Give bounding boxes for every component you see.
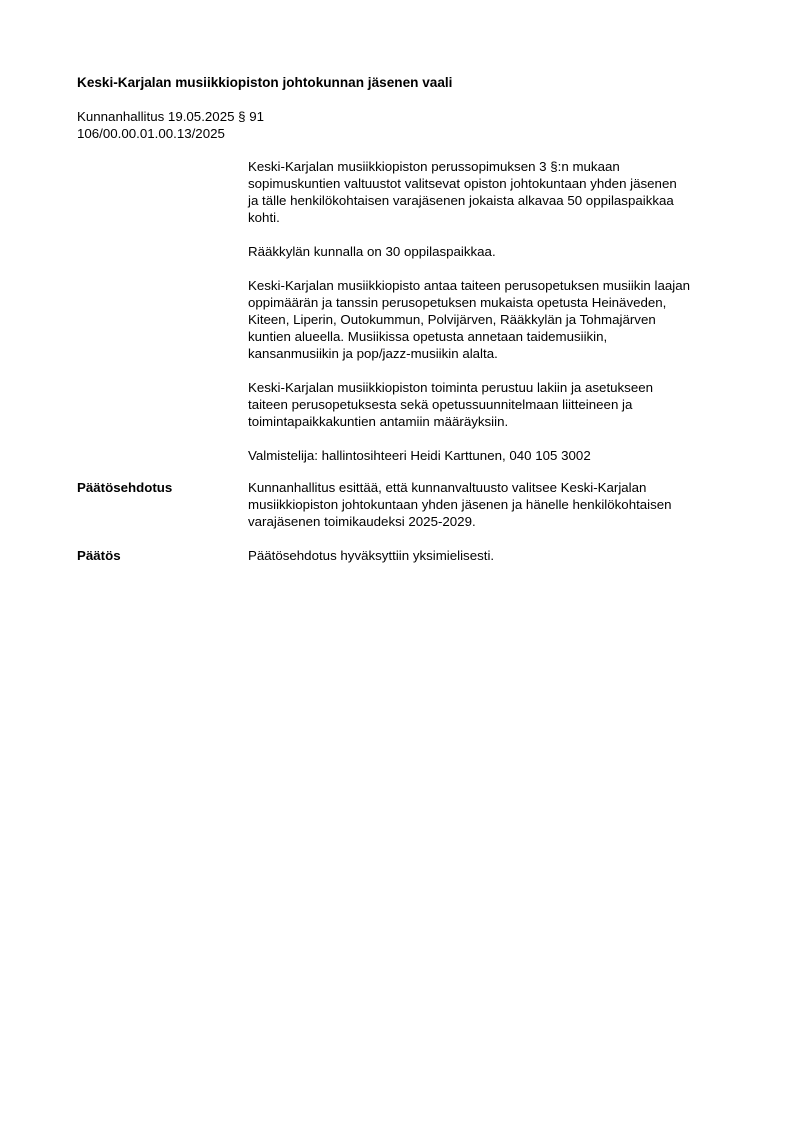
text-line: toimintapaikkakuntien antamiin määräyksiin. — [248, 414, 509, 429]
meeting-date-line: Kunnanhallitus 19.05.2025 § 91 — [77, 109, 265, 124]
document-title: Keski-Karjalan musiikkiopiston johtokunnan jäsenen vaali — [77, 75, 453, 90]
body-text — [248, 158, 748, 481]
text-line: varajäsenen toimikaudeksi 2025-2029. — [248, 514, 476, 529]
text-line: Keski-Karjalan musiikkiopiston toiminta perustuu lakiin ja asetukseen — [248, 380, 654, 395]
text-line: Kiteen, Liperin, Outokummun, Polvijärven, Rääkkylän ja Tohmajärven — [248, 312, 656, 327]
paragraph-agreement — [248, 158, 748, 226]
text-line: Keski-Karjalan musiikkiopiston perussopimuksen 3 §:n mukaan — [248, 159, 620, 174]
text-line: taiteen perusopetuksesta sekä opetussuunnitelmaan liitteineen ja — [248, 397, 633, 412]
text-line: kuntien alueella. Musiikissa opetusta annetaan taidemusiikin, — [248, 329, 608, 344]
paragraph-legal-basis — [248, 379, 748, 430]
proposal-text — [248, 479, 748, 530]
decision-text — [248, 547, 748, 564]
text-line: Rääkkylän kunnalla on 30 oppilaspaikkaa. — [248, 244, 496, 259]
text-line: oppimäärän ja tanssin perusopetuksen mukaista opetusta Heinäveden, — [248, 295, 667, 310]
text-line: musiikkiopiston johtokuntaan yhden jäsenen ja hänelle henkilökohtaisen — [248, 497, 672, 512]
text-line: kansanmusiikin ja pop/jazz-musiikin alalta. — [248, 346, 498, 361]
record-number-line: 106/00.00.01.00.13/2025 — [77, 126, 225, 141]
text-line: ja tälle henkilökohtaisen varajäsenen jokaista alkavaa 50 oppilaspaikkaa — [248, 193, 674, 208]
decision-label: Päätös — [77, 548, 121, 563]
proposal-label: Päätösehdotus — [77, 480, 173, 495]
paragraph-education — [248, 277, 748, 362]
text-line: Kunnanhallitus esittää, että kunnanvaltuusto valitsee Keski-Karjalan — [248, 480, 647, 495]
text-line: Keski-Karjalan musiikkiopisto antaa taiteen perusopetuksen musiikin laajan — [248, 278, 690, 293]
text-line: sopimuskuntien valtuustot valitsevat opiston johtokuntaan yhden jäsenen — [248, 176, 677, 191]
text-line: kohti. — [248, 210, 280, 225]
text-line: Päätösehdotus hyväksyttiin yksimielisesti. — [248, 548, 495, 563]
paragraph-preparer — [248, 447, 748, 464]
paragraph-student-places — [248, 243, 748, 260]
meeting-reference — [77, 108, 264, 142]
text-line: Valmistelija: hallintosihteeri Heidi Karttunen, 040 105 3002 — [248, 448, 591, 463]
